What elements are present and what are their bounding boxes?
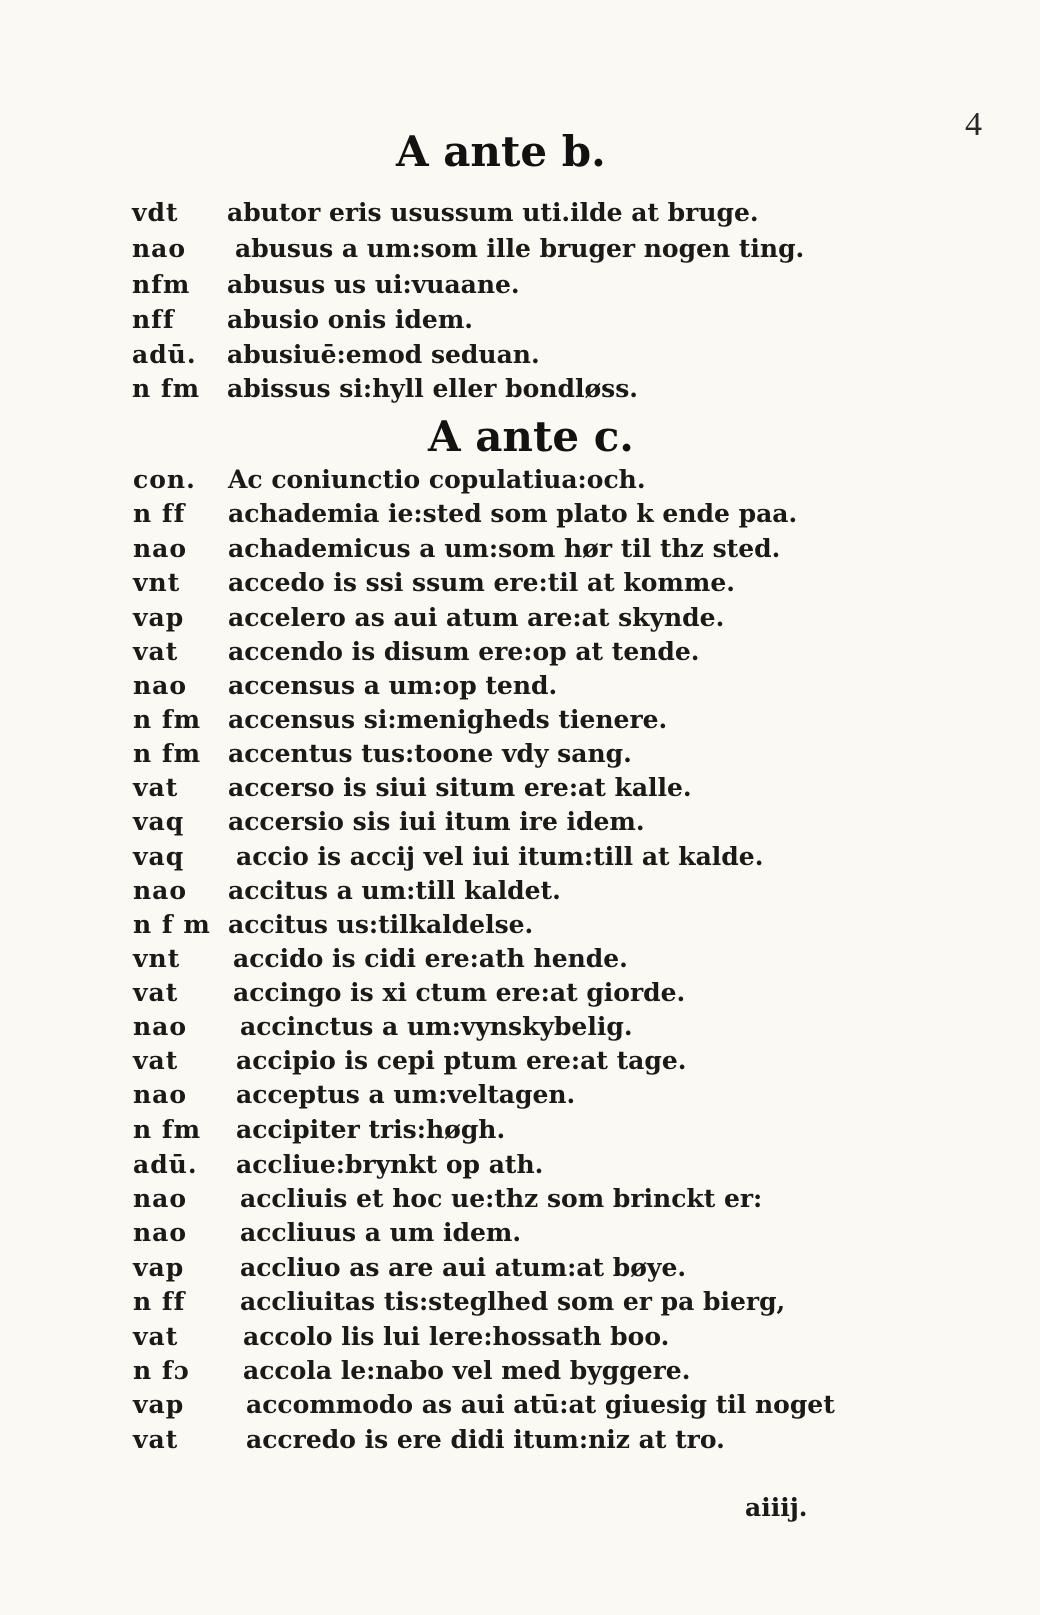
entry-text: accitus a um:till kaldet. (228, 876, 561, 905)
entry-row (133, 942, 1013, 976)
entry-abbr: nao (133, 876, 188, 905)
entry-row (133, 1078, 1013, 1112)
entry-abbr: vat (133, 773, 179, 802)
entry-text: abusiuē:emod seduan. (227, 340, 540, 369)
entry-row (133, 805, 1013, 839)
entry-text: accolo lis lui lere:hossath boo. (243, 1322, 670, 1351)
entry-text: accentus tus:toone vdy sang. (228, 739, 632, 768)
entry-text: accio is accij vel iui itum:till at kalde. (236, 842, 764, 871)
entry-row (132, 196, 1012, 230)
entry-row (133, 1010, 1013, 1044)
entry-abbr: vdt (132, 198, 179, 227)
entry-abbr: vat (133, 1046, 179, 1075)
entry-row (133, 737, 1013, 771)
page-number: 4 (965, 106, 982, 143)
entry-row (132, 232, 1012, 266)
entry-row (133, 601, 1013, 635)
entry-abbr: vaq (133, 842, 185, 871)
entry-row (132, 268, 1012, 302)
entry-text: abusus us ui:vuaane. (227, 270, 520, 299)
entry-row (132, 303, 1012, 337)
signature-mark: aiiij. (745, 1493, 808, 1522)
entry-row (133, 532, 1013, 566)
entry-abbr: vat (133, 637, 179, 666)
entry-abbr: n fm (133, 739, 202, 768)
entry-row (133, 463, 1013, 497)
entry-text: accensus a um:op tend. (228, 671, 558, 700)
entry-text: accipiter tris:høgh. (236, 1115, 506, 1144)
entry-row (133, 1148, 1013, 1182)
entry-row (133, 771, 1013, 805)
entry-text: abusus a um:som ille bruger nogen ting. (235, 234, 805, 263)
entry-row (133, 840, 1013, 874)
entry-text: accedo is ssi ssum ere:til at komme. (228, 568, 735, 597)
entry-text: achademia ie:sted som plato k ende paa. (228, 499, 798, 528)
entry-abbr: nao (133, 1184, 188, 1213)
section-heading-b: A ante b. (396, 127, 606, 176)
entry-text: abissus si:hyll eller bondløss. (227, 374, 638, 403)
entry-text: accommodo as aui atū:at giuesig til noget (246, 1390, 835, 1419)
entry-text: accersio sis iui itum ire idem. (228, 807, 645, 836)
entry-text: acceptus a um:veltagen. (236, 1080, 576, 1109)
entry-text: achademicus a um:som hør til thz sted. (228, 534, 781, 563)
entry-text: accredo is ere didi itum:niz at tro. (246, 1425, 725, 1454)
entry-abbr: n ff (133, 499, 186, 528)
entry-abbr: vat (133, 1425, 179, 1454)
entry-row (133, 635, 1013, 669)
entry-row (133, 1388, 1013, 1422)
entry-abbr: vap (133, 603, 185, 632)
entry-abbr: vaq (133, 807, 185, 836)
entry-text: accensus si:menigheds tienere. (228, 705, 668, 734)
entry-row (133, 976, 1013, 1010)
entry-row (133, 669, 1013, 703)
entry-row (133, 1251, 1013, 1285)
entry-abbr: con. (133, 465, 196, 494)
entry-abbr: adū. (133, 1150, 198, 1179)
entry-row (133, 908, 1013, 942)
entry-abbr: vnt (133, 568, 181, 597)
entry-abbr: nao (133, 1218, 188, 1247)
entry-row (133, 874, 1013, 908)
entry-text: accliuis et hoc ue:thz som brinckt er: (240, 1184, 763, 1213)
entry-text: accitus us:tilkaldelse. (228, 910, 534, 939)
entry-text: accliuus a um idem. (240, 1218, 522, 1247)
entry-row (133, 1423, 1013, 1457)
entry-row (133, 703, 1013, 737)
entry-abbr: n ff (133, 1287, 186, 1316)
entry-abbr: n fɔ (133, 1356, 190, 1385)
entry-row (132, 372, 1012, 406)
entry-text: accliuitas tis:steglhed som er pa bierg, (240, 1287, 786, 1316)
entry-row (133, 566, 1013, 600)
section-heading-c: A ante c. (428, 412, 634, 461)
entry-abbr: n f m (133, 910, 211, 939)
entry-text: accola le:nabo vel med byggere. (243, 1356, 691, 1385)
entry-abbr: vap (133, 1253, 185, 1282)
entry-row (133, 1113, 1013, 1147)
entry-text: accipio is cepi ptum ere:at tage. (236, 1046, 687, 1075)
entry-row (133, 1182, 1013, 1216)
entry-row (133, 497, 1013, 531)
entry-text: Ac coniunctio copulatiua:och. (228, 465, 646, 494)
entry-abbr: vap (133, 1390, 185, 1419)
entry-row (133, 1354, 1013, 1388)
entry-abbr: nfm (132, 270, 191, 299)
entry-row (133, 1320, 1013, 1354)
entry-abbr: nao (133, 1012, 188, 1041)
entry-abbr: nao (132, 234, 187, 263)
entry-text: accliue:brynkt op ath. (236, 1150, 544, 1179)
entry-abbr: nao (133, 534, 188, 563)
entry-text: accinctus a um:vynskybelig. (240, 1012, 633, 1041)
entry-abbr: nff (132, 305, 175, 334)
entry-abbr: nao (133, 1080, 188, 1109)
entry-text: accliuo as are aui atum:at bøye. (240, 1253, 687, 1282)
entry-text: accendo is disum ere:op at tende. (228, 637, 700, 666)
entry-abbr: vnt (133, 944, 181, 973)
entry-text: accingo is xi ctum ere:at giorde. (233, 978, 686, 1007)
entry-abbr: vat (133, 978, 179, 1007)
entry-text: accelero as aui atum are:at skynde. (228, 603, 725, 632)
entry-row (133, 1216, 1013, 1250)
entry-row (132, 338, 1012, 372)
entry-abbr: n fm (133, 705, 202, 734)
entry-row (133, 1285, 1013, 1319)
entry-abbr: adū. (132, 340, 197, 369)
entry-abbr: n fm (132, 374, 201, 403)
entry-text: abutor eris usussum uti.ilde at bruge. (227, 198, 759, 227)
entry-row (133, 1044, 1013, 1078)
entry-abbr: n fm (133, 1115, 202, 1144)
entry-text: accerso is siui situm ere:at kalle. (228, 773, 692, 802)
entry-text: abusio onis idem. (227, 305, 473, 334)
entry-text: accido is cidi ere:ath hende. (233, 944, 628, 973)
entry-abbr: nao (133, 671, 188, 700)
entry-abbr: vat (133, 1322, 179, 1351)
